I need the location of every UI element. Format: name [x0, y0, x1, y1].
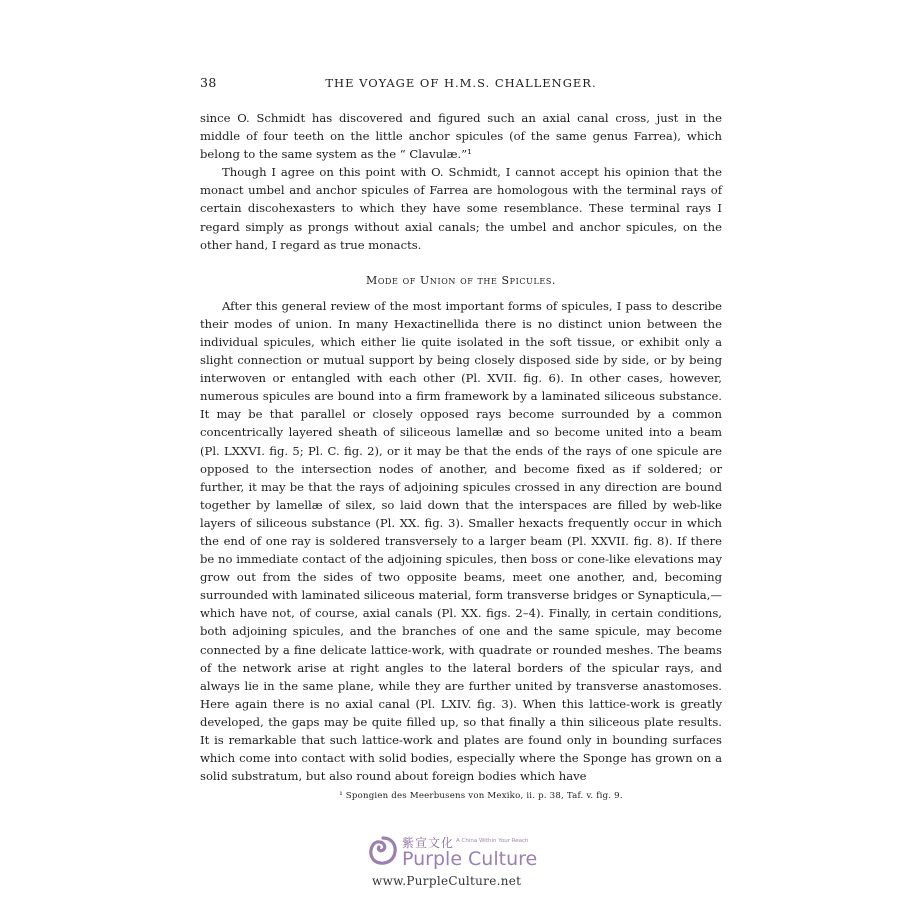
paragraph-2: Though I agree on this point with O. Schmidt, I cannot accept his opinion that the monact umbel and anchor spicules of Farrea are homologous with the terminal rays of certain discohexasters to which they have some resemblance. These terminal rays I regard simply as prongs without axial canals; the umbel and anchor spicules, on the other hand, I regard as true monacts. — [200, 165, 722, 252]
watermark-url: www.PurpleCulture.net — [372, 874, 522, 888]
purple-culture-logo-icon — [368, 836, 398, 866]
running-title: THE VOYAGE OF H.M.S. CHALLENGER. — [325, 76, 597, 90]
watermark-brand: Purple Culture — [402, 848, 538, 870]
section-heading: Mode of Union of the Spicules. — [366, 273, 556, 287]
purple-culture-watermark — [368, 832, 548, 892]
paragraph-1: since O. Schmidt has discovered and figured such an axial canal cross, just in the middle of four teeth on the little anchor spicules (of the same genus Farrea), which belong to the same system as the “ Clavulæ.”¹ — [200, 111, 722, 162]
running-header — [200, 75, 722, 97]
page-number: 38 — [200, 75, 217, 90]
document-page — [200, 75, 722, 801]
watermark-tagline: A China Within Your Reach — [456, 838, 529, 844]
body-paragraph: After this general review of the most important forms of spicules, I pass to describe their modes of union. In many Hexactinellida there is no distinct union between the individual spicules, which either lie quite isolated in the soft tissue, or exhibit only a slight connection or mutual support by being closely disposed side by side, or by being interwoven or entangled with each other (Pl. XVII. fig. 6). In other cases, however, numerous spicules are bound into a firm framework by a laminated siliceous substance. It may be that parallel or closely opposed rays become surrounded by a common concentrically layered sheath of siliceous lamellæ and so become united into a beam (Pl. LXXVI. fig. 5; Pl. C. fig. 2), or it may be that the ends of the rays of one spicule are opposed to the intersection nodes of another, and become fixed as if soldered; or further, it may be that the rays of adjoining spicules crossed in any direction are bound together by lamellæ of silex, so laid down that the interspaces are filled by web-like layers of siliceous substance (Pl. XX. fig. 3). Smaller hexacts frequently occur in which the end of one ray is soldered transversely to a larger beam (Pl. XXVII. fig. 8). If there be no immediate contact of the adjoining spicules, then boss or cone-like elevations may grow out from the sides of two opposite beams, meet one another, and, becoming surrounded with laminated siliceous material, form transverse bridges or Synapticula,—which have not, of course, axial canals (Pl. XX. figs. 2–4). Finally, in certain conditions, both adjoining spicules, and the branches of one and the same spicule, may become connected by a fine delicate lattice-work, with quadrate or rounded meshes. The beams of the network arise at right angles to the lateral borders of the spicular rays, and always lie in the same plane, while they are further united by transverse anastomoses. Here again there is no axial canal (Pl. LXIV. fig. 3). When this lattice-work is greatly developed, the gaps may be quite filled up, so that finally a thin siliceous plate results. It is remarkable that such lattice-work and plates are found only in bounding surfaces which come into contact with solid bodies, especially where the Sponge has grown on a solid substratum, but also round about foreign bodies which have — [200, 298, 722, 784]
watermark-chinese-text: 紫宣文化 — [402, 836, 455, 850]
footnote: ¹ Spongien des Meerbusens von Mexiko, ii. p. 38, Taf. v. fig. 9. — [339, 791, 623, 802]
